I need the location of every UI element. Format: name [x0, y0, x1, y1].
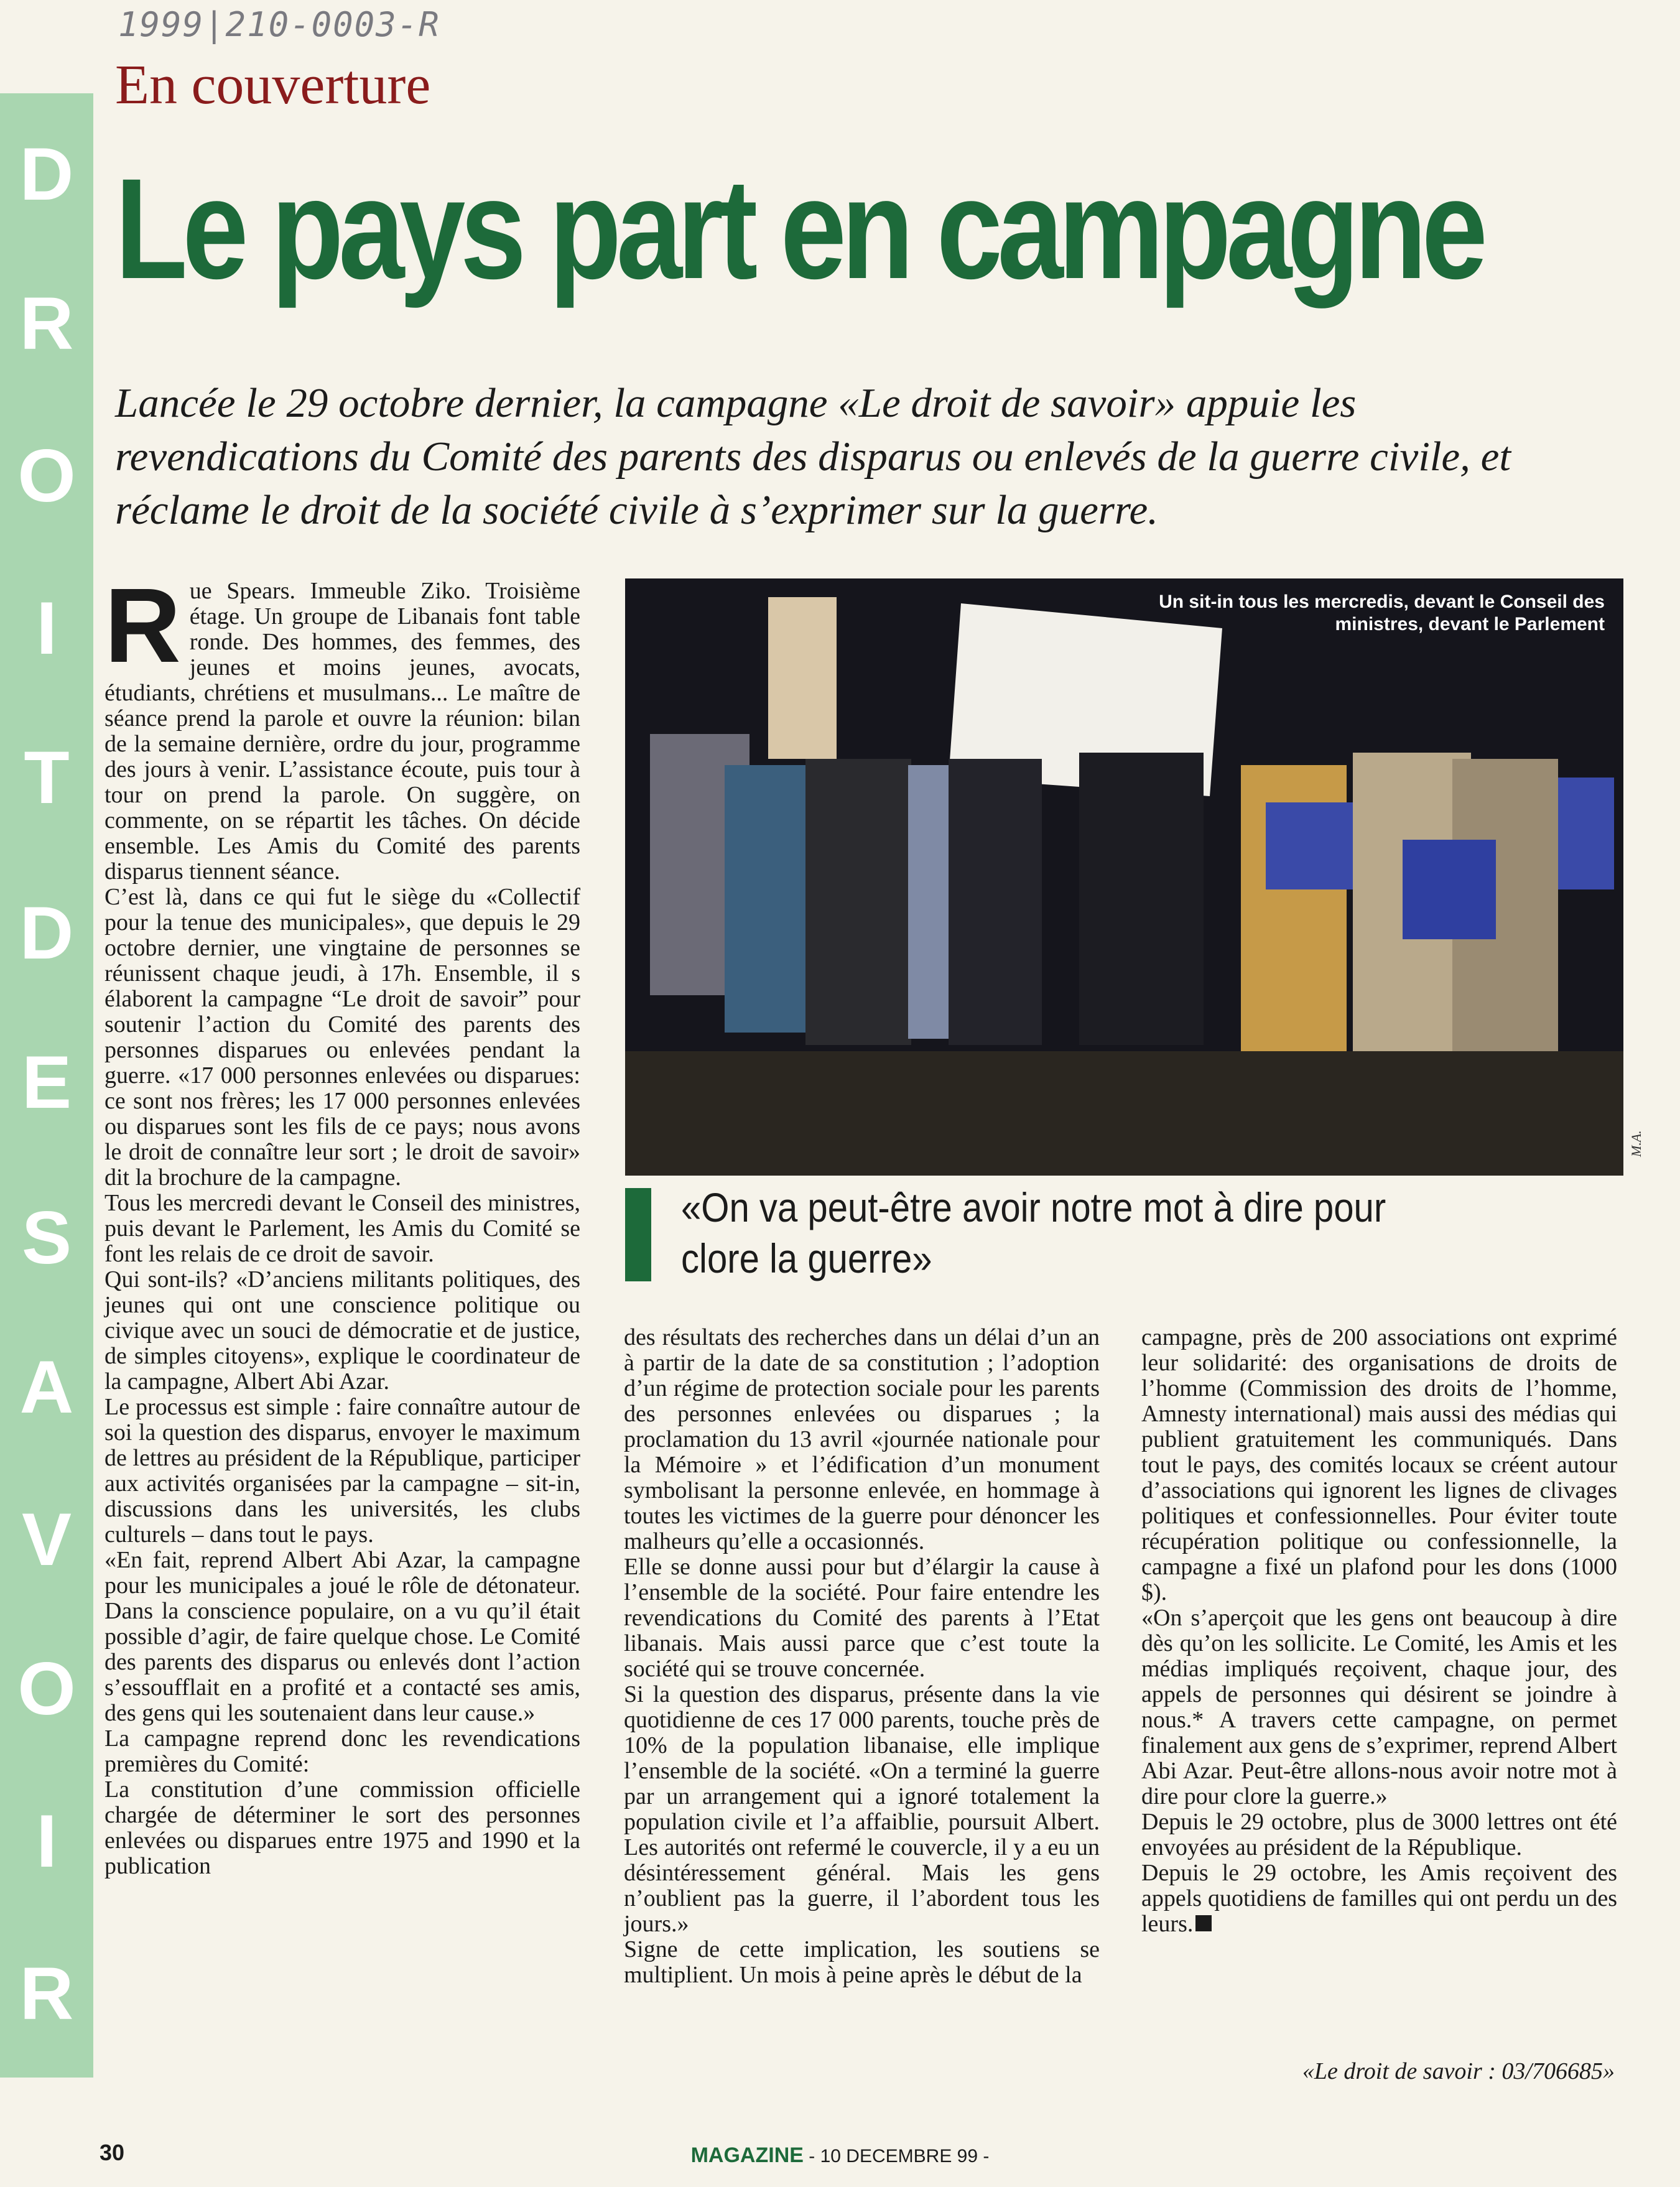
headline: Le pays part en campagne: [115, 149, 1483, 309]
end-mark: [1195, 1915, 1212, 1931]
paragraph: La constitution d’une commission officielle chargée de déterminer le sort des personnes enlevées ou disparues entre 1975 and 1990 et la publication: [104, 1776, 580, 1879]
side-letter: O: [17, 434, 76, 518]
page-number: 30: [100, 2140, 125, 2165]
paragraph: Si la question des disparus, présente dans la vie quotidienne de ces 17 000 parents, touche près de 10% de la population libanaise, elle implique l’ensemble de la société. «On a terminé la guerre par un arrangement qui a ignoré totalement la population civile et l’a affaiblie, poursuit Albert. Les autorités ont refermé le couvercle, il y a eu un désintéressement général. Mais les gens n’oublient pas la guerre, il l’abordent tous les jours.»: [624, 1681, 1100, 1937]
pull-quote: «On va peut-être avoir notre mot à dire pour clore la guerre»: [681, 1184, 1386, 1281]
archive-code: 1999|210-0003-R: [118, 5, 440, 44]
paragraph: Qui sont-ils? «D’anciens militants politiques, des jeunes qui ont une conscience politique ou civique avec un souci de démocratie et de justice, de simples citoyens», explique le coordinateur de la campagne, Albert Abi Azar.: [104, 1266, 580, 1395]
side-letter: I: [36, 1799, 57, 1883]
paragraph: Elle se donne aussi pour but d’élargir la cause à l’ensemble de la société. Pour faire entendre les revendications du Comité des parents à l’Etat libanais. Mais aussi parce que c’est toute la société qui se trouve concernée.: [624, 1554, 1100, 1682]
photo-illustration: [625, 578, 1623, 1176]
side-letter: T: [24, 736, 70, 819]
magazine-name: MAGAZINE: [690, 2143, 804, 2167]
column-2: [624, 1325, 1100, 1988]
paragraph: «En fait, reprend Albert Abi Azar, la campagne pour les municipales a joué le rôle de détonateur. Dans la conscience populaire, on a vu qu’il était possible d’agir, de faire quelque chose. Le Comité des parents des disparus ou enlevés dont l’action s’essoufflait en a profité et a contacté ses amis, des gens qui les soutenaient dans leur cause.»: [104, 1547, 580, 1726]
side-letter: R: [19, 1952, 74, 2035]
side-letter: O: [17, 1647, 76, 1730]
lead-paragraph: Lancée le 29 octobre dernier, la campagne «Le droit de savoir» appuie les revendications du Comité des parents des disparus ou enlevés de la guerre civile, et réclame le droit de la société civile à s’exprimer sur la guerre.: [115, 380, 1511, 533]
drop-cap: R: [104, 567, 181, 685]
paragraph: C’est là, dans ce qui fut le siège du «Collectif pour la tenue des municipales», que depuis le 29 octobre dernier, une vingtaine de personnes se réunissent chaque jeudi, à 17h. Ensemble, il s élaborent la campagne “Le droit de savoir” pour soutenir l’action du Comité des parents des personnes disparues ou enlevées pendant la guerre. «17 000 personnes enlevées ou disparues: ce sont nos frères; les 17 000 personnes enlevées ou disparues sont les fils de ce pays; nous avons le droit de connaître leur sort ; le droit de savoir» dit la brochure de la campagne.: [104, 884, 580, 1191]
sit-in-photo: [625, 578, 1623, 1176]
paragraph: ue Spears. Immeuble Ziko. Troisième étage. Un groupe de Libanais font table ronde. Des hommes, des femmes, des jeunes et moins jeunes, avocats, étudiants, chrétiens et musulmans... Le maître de séance prend la parole et ouvre la réunion: bilan de la semaine dernière, ordre du jour, programme des jours à venir. L’assistance écoute, puis tour à tour on prend la parole. On suggère, on commente, on se répartit les tâches. On décide ensemble. Les Amis du Comité des parents disparus tiennent séance.: [104, 578, 580, 885]
side-letter: V: [21, 1498, 72, 1581]
paragraph: Depuis le 29 octobre, plus de 3000 lettres ont été envoyées au président de la République.: [1141, 1809, 1617, 1860]
paragraph: Signe de cette implication, les soutiens se multiplient. Un mois à peine après le début de la: [624, 1936, 1100, 1988]
side-letter: R: [19, 282, 74, 365]
column-3: [1141, 1325, 1617, 1937]
contact-line: «Le droit de savoir : 03/706685»: [1302, 2058, 1615, 2084]
paragraph: Le processus est simple : faire connaître autour de soi la question des disparus, envoyer le maximum de lettres au président de la République, participer aux activités organisées par la campagne – sit-in, discussions dans les universités, les clubs culturels – dans tout le pays.: [104, 1394, 580, 1548]
paragraph: La campagne reprend donc les revendications premières du Comité:: [104, 1725, 580, 1777]
paragraph: «On s’aperçoit que les gens ont beaucoup à dire dès qu’on les sollicite. Le Comité, les Amis et les médias impliqués reçoivent, chaque jour, des appels de personnes qui désirent se joindre à nous.* A travers cette campagne, on permet finalement aux gens de s’exprimer, reprend Albert Abi Azar. Peut-être allons-nous avoir notre mot à dire pour clore la guerre.»: [1141, 1605, 1617, 1809]
pull-quote-bar: [625, 1188, 651, 1281]
paragraph: des résultats des recherches dans un délai d’un an à partir de la date de sa constitution ; l’adoption d’un régime de protection sociale pour les parents des personnes enlevées ou disparues ; la proclamation du 13 avril «journée nationale pour la Mémoire » et l’édification d’un monument symbolisant la personne enlevée, en hommage à toutes les victimes de la guerre pour dénoncer les malheurs qu’elle a occasionnés.: [624, 1324, 1100, 1554]
side-band: [0, 93, 93, 2078]
paragraph: Depuis le 29 octobre, les Amis reçoivent des appels quotidiens de familles qui ont perdu un des leurs.: [1141, 1860, 1617, 1937]
issue-date: - 10 DECEMBRE 99 -: [809, 2146, 990, 2166]
column-1: [104, 567, 580, 1879]
footer: [0, 2143, 1680, 2168]
side-letter: A: [19, 1345, 74, 1429]
side-letter: D: [19, 132, 74, 216]
side-letter: I: [36, 587, 57, 670]
side-letter: E: [21, 1041, 72, 1124]
photo-credit: M.A.: [1628, 1130, 1644, 1157]
side-letter: D: [19, 891, 74, 975]
rubric: En couverture: [115, 54, 431, 116]
photo-caption: Un sit-in tous les mercredis, devant le Conseil des ministres, devant le Parlement: [1159, 592, 1605, 634]
side-letter: S: [21, 1196, 72, 1279]
paragraph: Tous les mercredi devant le Conseil des ministres, puis devant le Parlement, les Amis du Comité se font les relais de ce droit de savoir.: [104, 1190, 580, 1267]
paragraph: campagne, près de 200 associations ont exprimé leur solidarité: des organisations de droits de l’homme (Commission des droits de l’homme, Amnesty international) mais aussi des médias qui publient gratuitement les communiqués. Dans tout le pays, des comités locaux se créent autour d’associations qui ignorent les lignes de clivages politiques et confessionnelles. Pour éviter toute récupération politique ou confessionnelle, la campagne a fixé un plafond pour les dons (1000 $).: [1141, 1324, 1617, 1605]
